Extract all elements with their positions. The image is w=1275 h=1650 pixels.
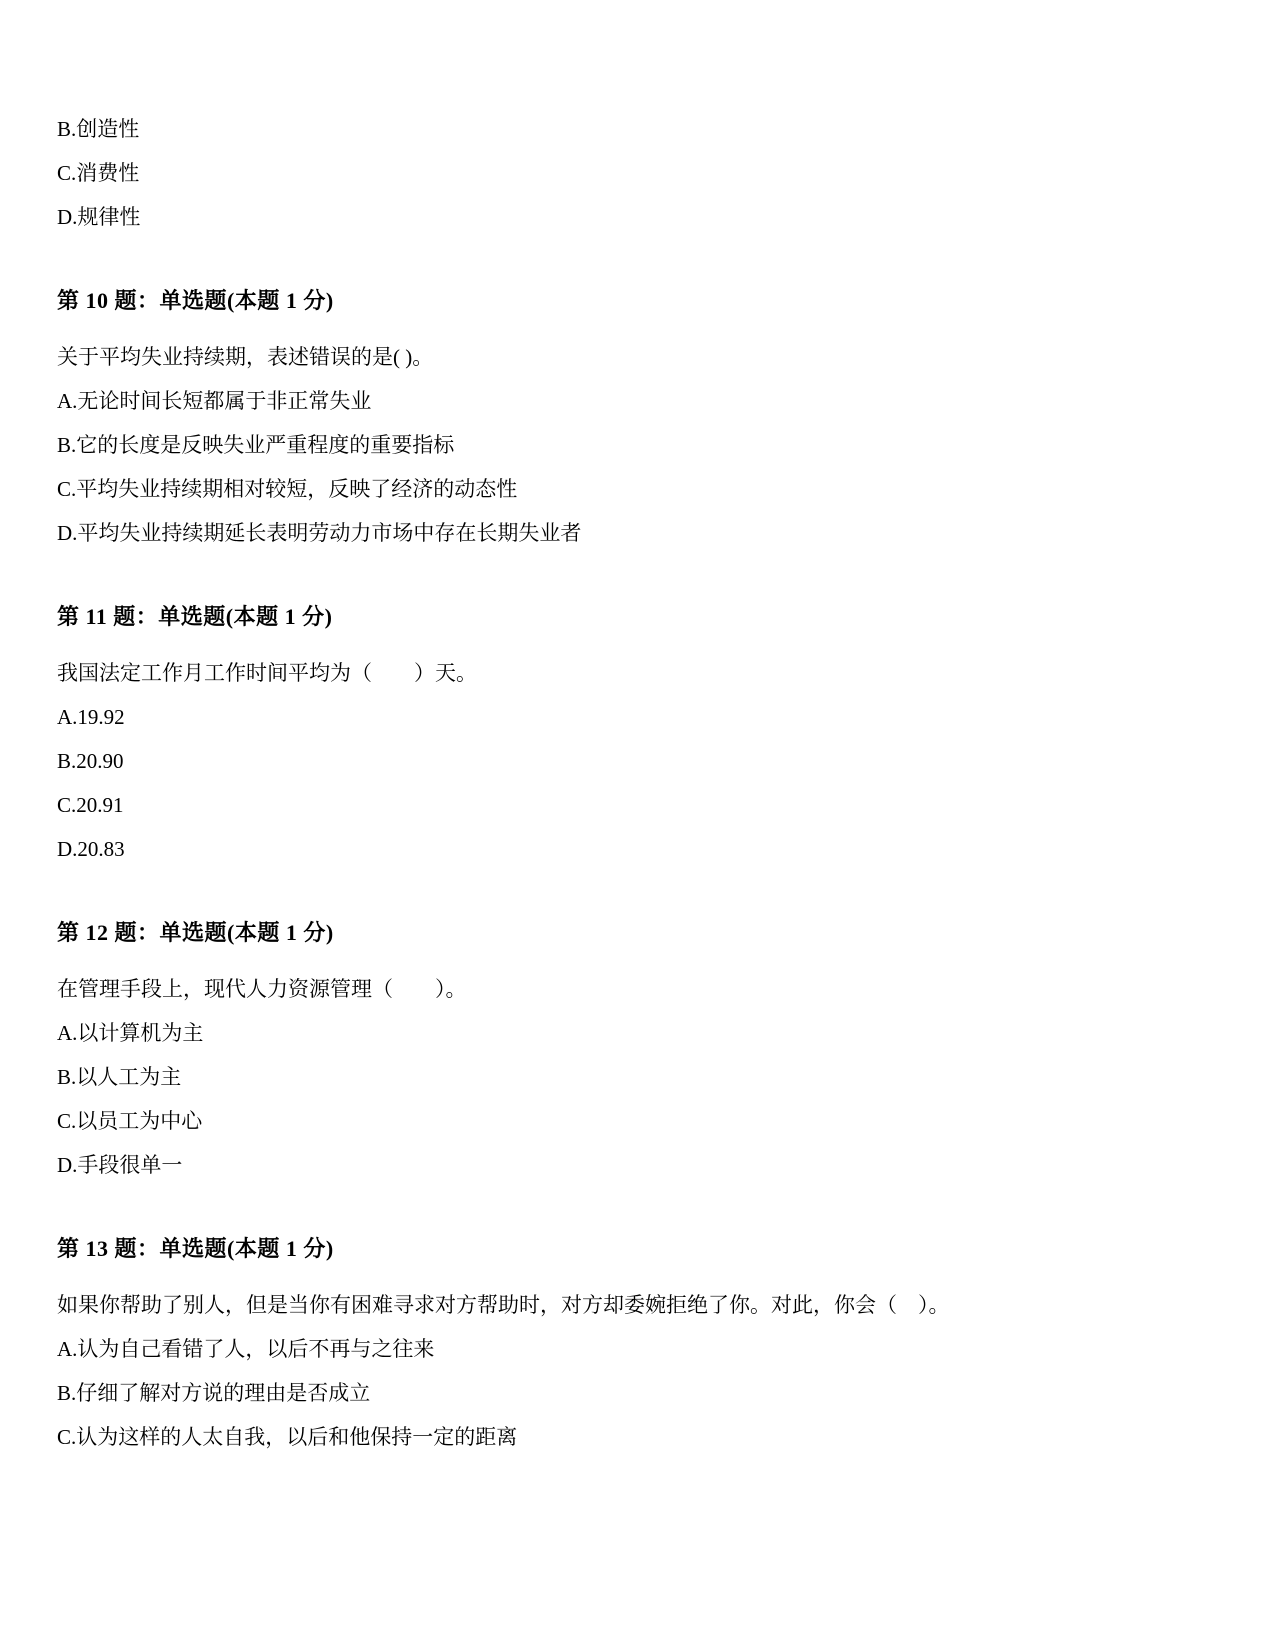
question-11-option-d: D.20.83 bbox=[57, 837, 125, 861]
prev-question-option-c: C.消费性 bbox=[57, 161, 140, 185]
question-11-option-c: C.20.91 bbox=[57, 793, 124, 817]
question-10-title: 第 10 题：单选题(本题 1 分) bbox=[57, 288, 334, 313]
question-12-title: 第 12 题：单选题(本题 1 分) bbox=[57, 920, 334, 945]
question-13-title: 第 13 题：单选题(本题 1 分) bbox=[57, 1236, 334, 1261]
question-10-option-d: D.平均失业持续期延长表明劳动力市场中存在长期失业者 bbox=[57, 521, 582, 545]
question-12-option-c: C.以员工为中心 bbox=[57, 1109, 203, 1133]
prev-question-option-d: D.规律性 bbox=[57, 205, 141, 229]
question-12-option-d: D.手段很单一 bbox=[57, 1153, 183, 1177]
question-10-option-c: C.平均失业持续期相对较短，反映了经济的动态性 bbox=[57, 477, 518, 501]
question-11-title: 第 11 题：单选题(本题 1 分) bbox=[57, 604, 333, 629]
question-13-option-a: A.认为自己看错了人，以后不再与之往来 bbox=[57, 1337, 435, 1361]
question-11-option-a: A.19.92 bbox=[57, 705, 125, 729]
question-12-stem: 在管理手段上，现代人力资源管理（ ）。 bbox=[57, 977, 467, 1001]
question-13-option-b: B.仔细了解对方说的理由是否成立 bbox=[57, 1381, 371, 1405]
question-13-option-c: C.认为这样的人太自我，以后和他保持一定的距离 bbox=[57, 1425, 518, 1449]
question-10-stem: 关于平均失业持续期，表述错误的是( )。 bbox=[57, 345, 434, 369]
question-13-stem: 如果你帮助了别人，但是当你有困难寻求对方帮助时，对方却委婉拒绝了你。对此，你会（ ）。 bbox=[57, 1293, 950, 1317]
question-12-option-a: A.以计算机为主 bbox=[57, 1021, 204, 1045]
question-11-option-b: B.20.90 bbox=[57, 749, 124, 773]
question-12-option-b: B.以人工为主 bbox=[57, 1065, 182, 1089]
question-10-option-a: A.无论时间长短都属于非正常失业 bbox=[57, 389, 372, 413]
question-11-stem: 我国法定工作月工作时间平均为（ ）天。 bbox=[57, 661, 477, 685]
question-10-option-b: B.它的长度是反映失业严重程度的重要指标 bbox=[57, 433, 455, 457]
prev-question-option-b: B.创造性 bbox=[57, 117, 140, 141]
